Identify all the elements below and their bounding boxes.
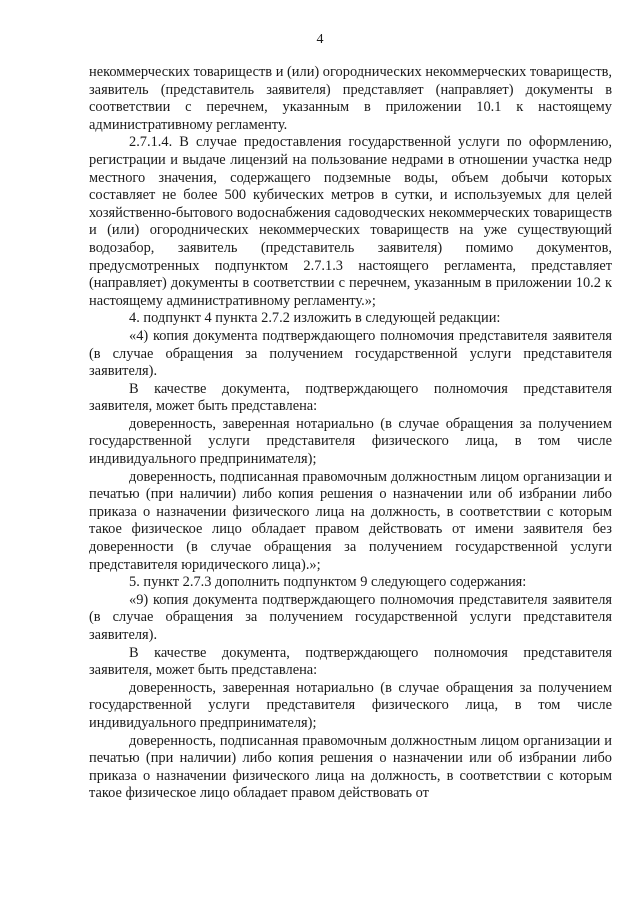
paragraph-3: 4. подпункт 4 пункта 2.7.2 изложить в следующей редакции: — [129, 310, 501, 327]
page-number: 4 — [316, 32, 324, 47]
paragraph-9: «9) копия документа подтверждающего полномочия представителя заявителя (в случае обращения за получением государственной услуги представителя заявителя). — [89, 591, 612, 643]
paragraph-6: доверенность, заверенная нотариально (в случае обращения за получением государственной услуги представителя физического лица, в том числе индивидуального предпринимателя); — [89, 415, 612, 468]
paragraph-4: «4) копия документа подтверждающего полномочия представителя заявителя (в случае обращения за получением государственной услуги представителя заявителя). — [89, 327, 612, 380]
document-body — [89, 64, 612, 803]
paragraph-1: некоммерческих товариществ и (или) огороднических некоммерческих товариществ, заявитель (представитель заявителя) представляет (направляет) документы в соответствии с перечнем, указанным в приложении 10.1 к настоящему административному регламенту. — [89, 64, 612, 133]
paragraph-10: В качестве документа, подтверждающего полномочия представителя заявителя, может быть представлена: — [89, 644, 612, 679]
paragraph-2: 2.7.1.4. В случае предоставления государственной услуги по оформлению, регистрации и выдаче лицензий на пользование недрами в отношении участка недр местного значения, содержащего подземные воды, объем добычи которых составляет не более 500 кубических метров в сутки, и используемых для целей хозяйственно-бытового водоснабжения садоводческих некоммерческих товариществ и (или) огороднических некоммерческих товариществ на уже существующий водозабор, заявитель (представитель заявителя) помимо документов, предусмотренных подпунктом 2.7.1.3 настоящего регламента, представляет (направляет) документы в соответствии с перечнем, указанным в приложении 10.2 к настоящему административному регламенту.»; — [89, 134, 612, 309]
paragraph-5: В качестве документа, подтверждающего полномочия представителя заявителя, может быть представлена: — [89, 380, 612, 415]
paragraph-7: доверенность, подписанная правомочным должностным лицом организации и печатью (при наличии) либо копия решения о назначении или об избрании либо приказа о назначении физического лица на должность, в соответствии с которым такое физическое лицо обладает правом действовать от имени заявителя без доверенности (в случае обращения за получением государственной услуги представителя юридического лица).»; — [89, 468, 612, 573]
paragraph-11: доверенность, заверенная нотариально (в случае обращения за получением государственной услуги представителя физического лица, в том числе индивидуального предпринимателя); — [89, 679, 612, 731]
paragraph-8: 5. пункт 2.7.3 дополнить подпунктом 9 следующего содержания: — [129, 574, 527, 591]
paragraph-12: доверенность, подписанная правомочным должностным лицом организации и печатью (при наличии) либо копия решения о назначении или об избрании либо приказа о назначении физического лица на должность, в соответствии с которым такое физическое лицо обладает правом действовать от — [89, 732, 612, 802]
